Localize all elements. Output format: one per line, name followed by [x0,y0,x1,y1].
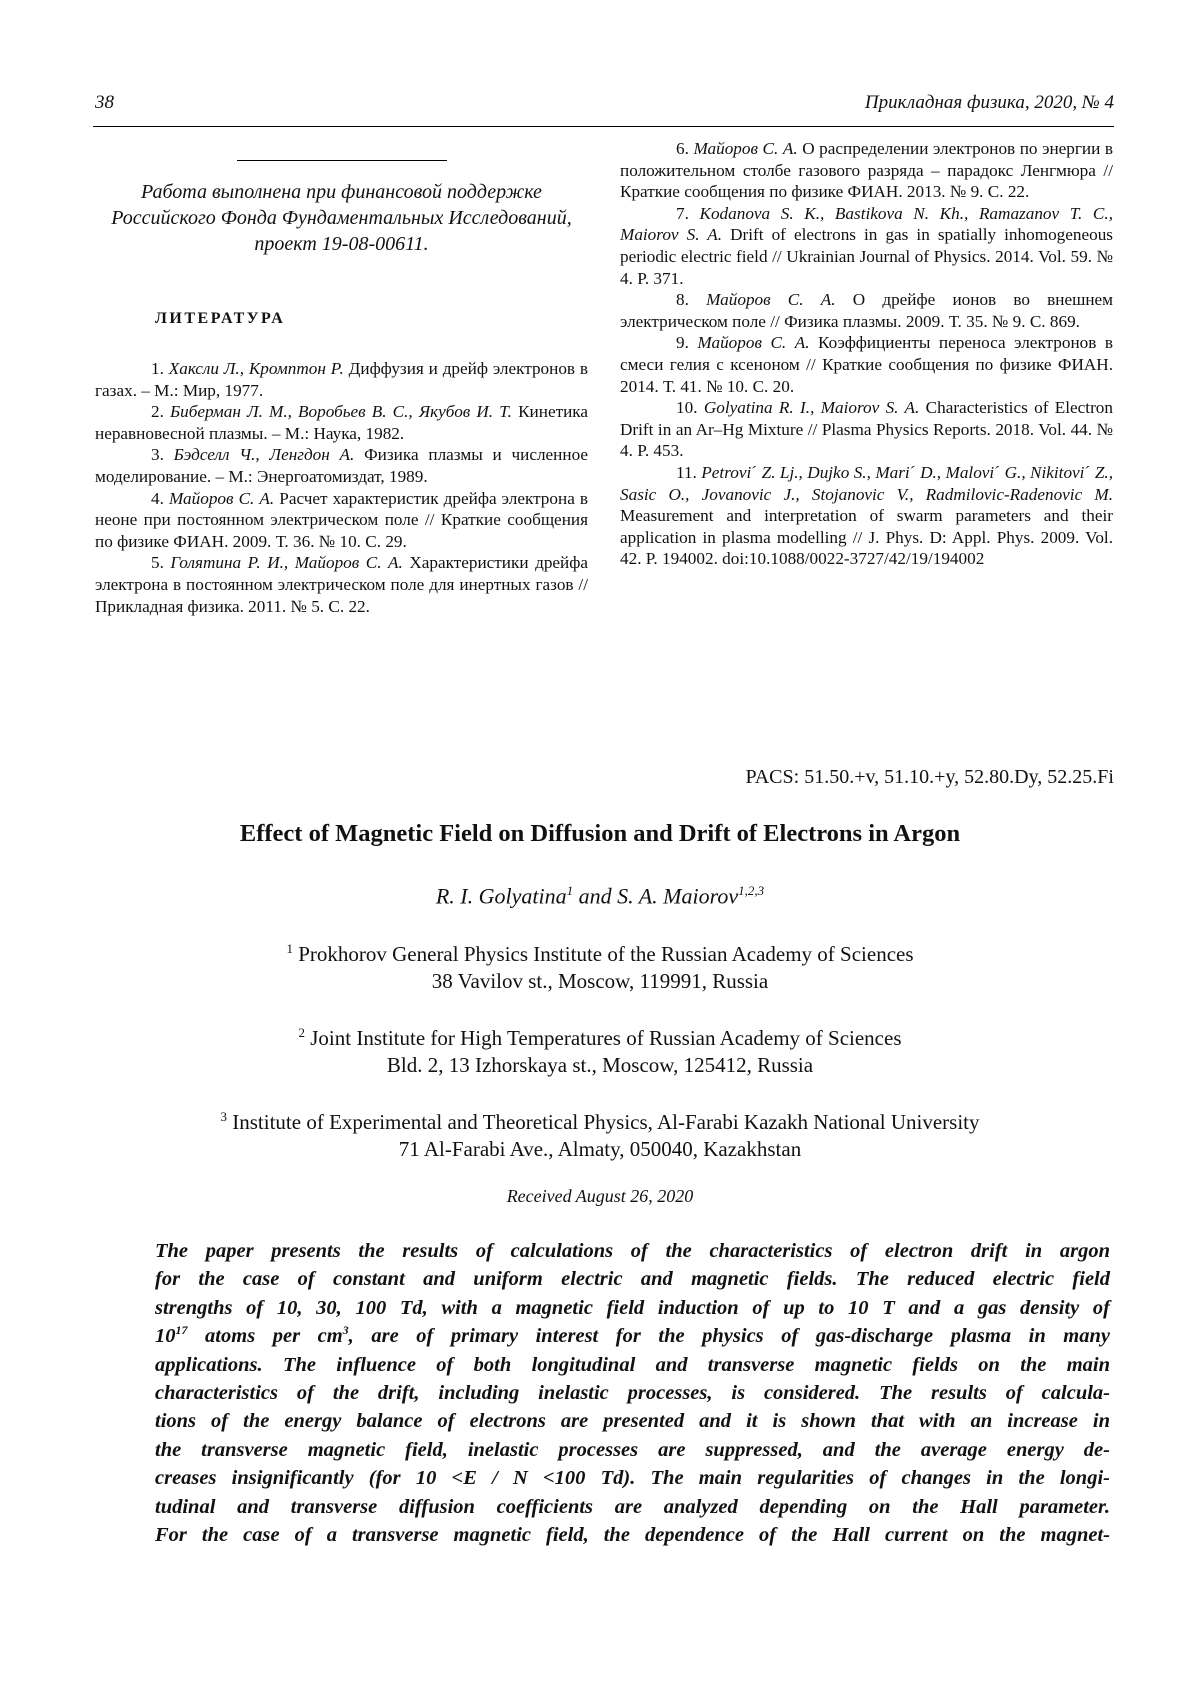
right-column [620,138,1113,570]
reference-item: 11. Petroviˊ Z. Lj., Dujko S., Mariˊ D., Maloviˊ G., Nikitoviˊ Z., Sasic O., Jovanovic J., Stojanovic V., Radmilovic-Radenovic M. Measurement and interpretation of swarm parameters and their application in plasma modelling // J. Phys. D: Appl. Phys. 2009. Vol. 42. P. 194002. doi:10.1088/0022-3727/42/19/194002 [620,462,1114,569]
pacs-codes: PACS: 51.50.+v, 51.10.+y, 52.80.Dy, 52.25.Fi [745,766,1114,788]
journal-header: Прикладная физика, 2020, № 4 [864,92,1114,113]
reference-item: 10. Golyatina R. I., Maiorov S. A. Characteristics of Electron Drift in an Ar–Hg Mixture // Plasma Physics Reports. 2018. Vol. 44. № 4. P. 453. [620,398,1113,461]
abstract-line: The paper presents the results of calculations of the characteristics of electron drift in argon [155,1240,1110,1262]
reference-item: 1. Хаксли Л., Кромптон Р. Диффузия и дрейф электронов в газах. – М.: Мир, 1977. [95,359,589,400]
reference-list-right [620,138,1113,570]
abstract-line: For the case of a transverse magnetic field, the dependence of the Hall current on the magnet- [155,1524,1110,1547]
reference-item: 4. Майоров С. А. Расчет характеристик дрейфа электрона в неоне при постоянном электрическом поле // Краткие сообщения по физике ФИАН. 2009. Т. 36. № 10. С. 29. [95,488,589,551]
abstract-line: creases insignificantly (for 10 <E / N <100 Td). The main regularities of changes in the longi- [155,1467,1110,1490]
affiliation-marker: 1,2,3 [738,883,765,898]
abstract [155,1237,1110,1549]
reference-item: 2. Биберман Л. М., Воробьев В. С., Якубов И. Т. Кинетика неравновесной плазмы. – М.: Наука, 1982. [95,402,589,443]
reference-item: 5. Голятина Р. И., Майоров С. А. Характеристики дрейфа электрона в постоянном электрическом поле для инертных газов // Прикладная физика. 2011. № 5. С. 22. [95,553,589,616]
affiliation: $^3$ Institute of Experimental and Theoretical Physics, Al-Farabi Kazakh National University 71 Al-Farabi Ave., Almaty, 050040, Kazakhstan [220,1109,980,1161]
literature-heading: ЛИТЕРАТУРА [155,310,286,327]
author-name: R. I. Golyatina [435,883,567,909]
reference-item: 6. Майоров С. А. О распределении электронов по энергии в положительном столбе газового разряда – парадокс Ленгмюра // Краткие сообщения по физике ФИАН. 2013. № 9. С. 22. [620,139,1113,202]
reference-list-left [95,358,588,617]
abstract-line: tudinal and transverse diffusion coefficients are analyzed depending on the Hall parameter. [155,1495,1110,1518]
reference-item: 3. Бэдселл Ч., Ленгдон А. Физика плазмы и численное моделирование. – М.: Энергоатомиздат, 1989. [95,445,588,486]
affiliation-marker: 1 [566,883,574,898]
author-list: R. I. Golyatina$^1$ and S. A. Maiorov$^{1,2,3}$ [435,883,765,909]
abstract-line: applications. The influence of both longitudinal and transverse magnetic fields on the main [155,1353,1110,1376]
affiliation: $^1$ Prokhorov General Physics Institute of the Russian Academy of Sciences 38 Vavilov st., Moscow, 119991, Russia [286,941,914,993]
abstract-line: for the case of constant and uniform electric and magnetic fields. The reduced electric field [155,1268,1110,1291]
acknowledgment: Работа выполнена при финансовой поддержке Российского Фонда Фундаментальных Исследований, проект 19-08-00611. [111,181,572,255]
paper-title: Effect of Magnetic Field on Diffusion and Drift of Electrons in Argon [239,820,961,847]
received-date: Received August 26, 2020 [506,1186,694,1206]
abstract-line: strengths of 10, 30, 100 Td, with a magnetic field induction of up to 10 T and a gas density of [155,1296,1110,1319]
abstract-line: $10^{17}$ atoms per $cm^3$, are of primary interest for the physics of gas-discharge plasma in many [155,1323,1110,1348]
left-column [95,138,588,617]
page-number: 38 [95,92,114,113]
abstract-line: tions of the energy balance of electrons are presented and it is shown that with an increase in [155,1410,1110,1433]
header-divider [93,126,1114,127]
affiliation: $^2$ Joint Institute for High Temperatures of Russian Academy of Sciences Bld. 2, 13 Izhorskaya st., Moscow, 125412, Russia [298,1025,902,1077]
reference-item: 9. Майоров С. А. Коэффициенты переноса электронов в смеси гелия с ксеноном // Краткие сообщения по физике ФИАН. 2014. Т. 41. № 10. С. 20. [620,333,1114,396]
footnote-divider [237,160,447,161]
abstract-line: the transverse magnetic field, inelastic processes are suppressed, and the average energy de- [155,1438,1110,1461]
abstract-line: characteristics of the drift, including inelastic processes, is considered. The results of calcula- [155,1382,1110,1405]
reference-item: 7. Kodanova S. K., Bastikova N. Kh., Ramazanov T. C., Maiorov S. A. Drift of electrons in gas in spatially inhomogeneous periodic electric field // Ukrainian Journal of Physics. 2014. Vol. 59. № 4. P. 371. [620,203,1113,288]
author-name: S. A. Maiorov [617,883,739,909]
reference-item: 8. Майоров С. А. О дрейфе ионов во внешнем электрическом поле // Физика плазмы. 2009. Т. 35. № 9. С. 869. [620,290,1114,331]
